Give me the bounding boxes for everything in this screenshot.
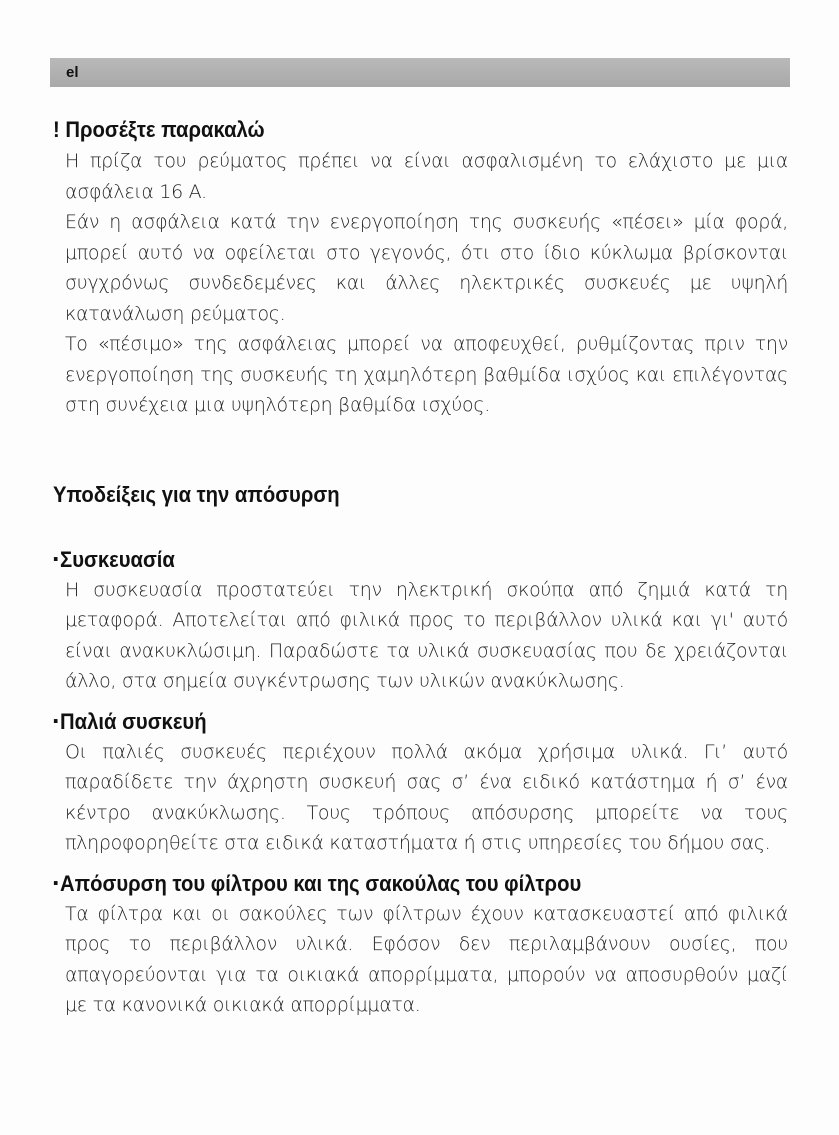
language-code: el <box>66 64 79 81</box>
bullet-icon: ▪ <box>53 874 59 892</box>
disposal-section <box>53 479 788 1021</box>
disposal-item-packaging <box>53 545 788 697</box>
disposal-title: Υποδείξεις για την απόσυρση <box>53 481 340 507</box>
disposal-item-heading <box>53 707 729 737</box>
warning-section <box>53 114 788 421</box>
disposal-item-filter-bag <box>53 869 788 1021</box>
disposal-item-heading <box>53 545 729 575</box>
page-content <box>53 114 788 1021</box>
warning-paragraph-avoid-trip: Το «πέσιμο» της ασφάλειας μπορεί να αποφευχθεί, ρυθμίζοντας πριν την ενεργοποίηση της συσκευής τη χαμηλότερη βαθμίδα ισχύος και επιλέγοντας στη συνέχεια μια υψηλότερη βαθμίδα ισχύος. <box>65 333 788 416</box>
language-header-bar <box>50 58 790 87</box>
disposal-item-old-appliance <box>53 707 788 859</box>
bullet-icon: ▪ <box>53 712 59 730</box>
disposal-item-text: Τα φίλτρα και οι σακούλες των φίλτρων έχουν κατασκευαστεί από φιλικά προς το περιβάλλον υλικά. Εφόσον δεν περιλαμβάνουν ουσίες, που απαγορεύονται για τα οικιακά απορρίμματα, μπορούν να αποσυρθούν μαζί με τα κανονικά οικιακά απορρίμματα. <box>65 902 788 1016</box>
disposal-item-heading-text: Απόσυρση του φίλτρου και της σακούλας του φίλτρου <box>60 870 582 896</box>
warning-title: ! Προσέξτε παρακαλώ <box>53 117 265 142</box>
bullet-icon: ▪ <box>53 550 59 568</box>
warning-paragraph-fuse-rating: Η πρίζα του ρεύματος πρέπει να είναι ασφαλισμένη το ελάχιστο με μια ασφάλεια 16 A. <box>65 150 788 203</box>
disposal-item-text: Οι παλιές συσκευές περιέχουν πολλά ακόμα χρήσιμα υλικά. Γι’ αυτό παραδίδετε την άχρηστη συσκευή σας σ’ ένα ειδικό κατάστημα ή σ’ ένα κέντρο ανακύκλωσης. Τους τρόπους απόσυρσης μπορείτε να τους πληροφορηθείτε στα ειδικά καταστήματα ή στις υπηρεσίες του δήμου σας. <box>65 740 788 854</box>
disposal-item-heading-text: Συσκευασία <box>60 546 175 572</box>
disposal-item-text: Η συσκευασία προστατεύει την ηλεκτρική σκούπα από ζημιά κατά τη μεταφορά. Αποτελείται από φιλικά προς το περιβάλλον υλικά και γι' αυτό είναι ανακυκλώσιμη. Παραδώστε τα υλικά συσκευασίας που δε χρειάζονται άλλο, στα σημεία συγκέντρωσης των υλικών ανακύκλωσης. <box>65 578 788 692</box>
warning-paragraph-fuse-trip: Εάν η ασφάλεια κατά την ενεργοποίηση της συσκευής «πέσει» μία φορά, μπορεί αυτό να οφείλεται στο γεγονός, ότι στο ίδιο κύκλωμα βρίσκονται συγχρόνως συνδεδεμένες και άλλες ηλεκτρικές συσκευές με υψηλή κατανάλωση ρεύματος. <box>65 211 788 325</box>
disposal-item-heading-text: Παλιά συσκευή <box>60 708 207 734</box>
disposal-item-heading <box>53 869 729 899</box>
